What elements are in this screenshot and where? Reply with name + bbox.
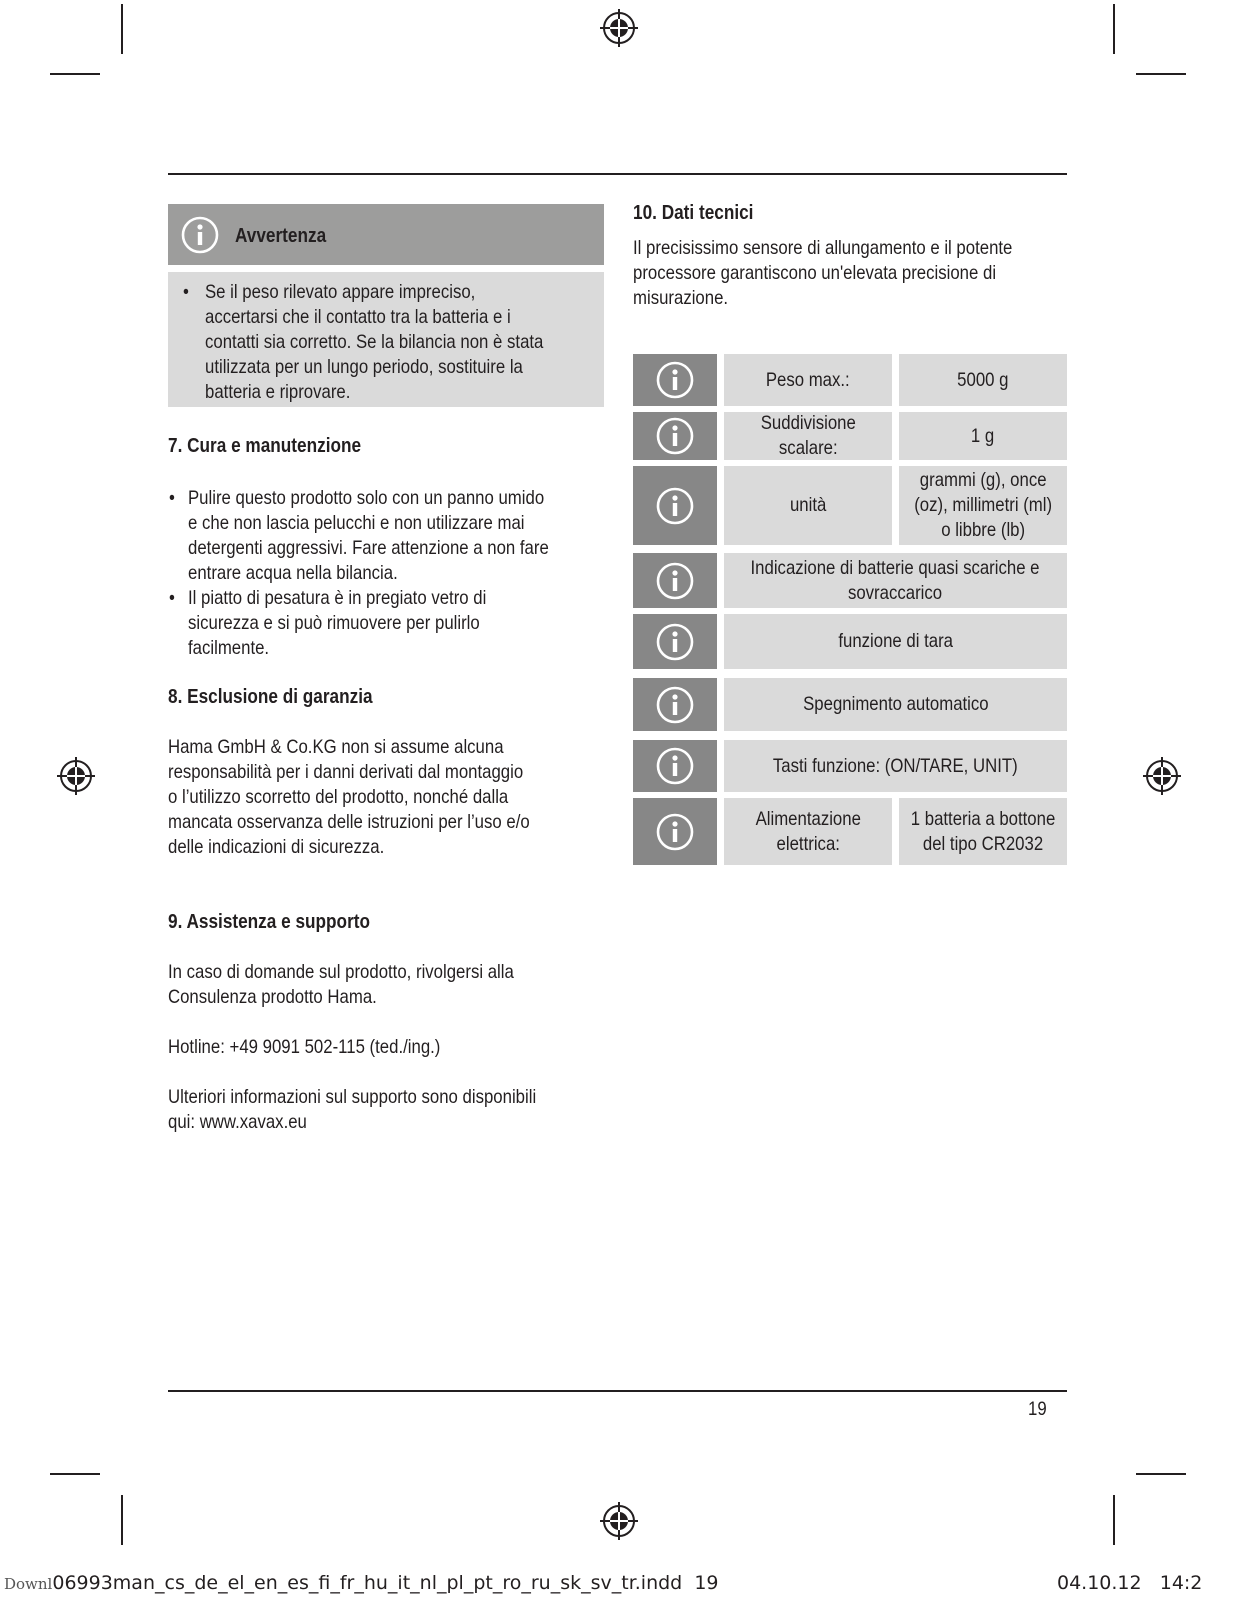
info-icon [656, 361, 694, 399]
crop-mark [50, 1473, 100, 1475]
table-cell-text: sovraccarico [848, 581, 943, 604]
table-cell-text: Alimentazione [755, 807, 861, 830]
footer-date: 04.10.12 14:2 [1057, 1572, 1203, 1594]
paragraph-line: qui: www.xavax.eu [168, 1111, 307, 1133]
table-cell-text: elettrica: [776, 832, 840, 855]
list-item-line: entrare acqua nella bilancia. [188, 562, 398, 584]
registration-mark-icon [1142, 756, 1182, 796]
section-heading: 8. Esclusione di garanzia [168, 686, 373, 708]
bullet-dot: • [169, 487, 175, 509]
hotline-text: Hotline: +49 9091 502-115 (ted./ing.) [168, 1036, 441, 1058]
paragraph-line: Il precisissimo sensore di allungamento e il potente [633, 237, 1013, 259]
footer-rule [168, 1390, 1067, 1392]
table-row-icon-cell [633, 553, 717, 608]
table-cell-text: funzione di tara [838, 630, 953, 652]
table-full-cell [724, 678, 1067, 731]
paragraph-line: responsabilità per i danni derivati dal montaggio [168, 761, 524, 783]
registration-mark-icon [599, 1501, 639, 1541]
table-row-icon-cell [633, 798, 717, 865]
crop-mark [1113, 1495, 1115, 1545]
list-item-line: Il piatto di pesatura è in pregiato vetro di [188, 587, 487, 609]
page-number: 19 [1028, 1398, 1047, 1420]
table-row-icon-cell [633, 354, 717, 406]
paragraph-line: Consulenza prodotto Hama. [168, 986, 377, 1008]
table-cell-text: (oz), millimetri (ml) [914, 494, 1052, 516]
table-cell-text: Indicazione di batterie quasi scariche e [750, 556, 1040, 579]
table-cell-text: unità [789, 494, 827, 516]
info-icon [656, 813, 694, 851]
header-rule [168, 173, 1067, 175]
paragraph-line: Ulteriori informazioni sul supporto sono disponibili [168, 1086, 537, 1108]
warning-body [168, 272, 604, 407]
table-full-cell [724, 614, 1067, 669]
paragraph-line: delle indicazioni di sicurezza. [168, 836, 385, 858]
bullet-dot: • [183, 281, 189, 303]
table-cell-text: del tipo CR2032 [922, 832, 1044, 855]
bullet-dot: • [169, 587, 175, 609]
registration-mark-icon [56, 756, 96, 796]
crop-mark [121, 4, 123, 54]
table-cell-text: scalare: [778, 437, 838, 459]
info-icon [656, 417, 694, 455]
list-item-line: Pulire questo prodotto solo con un panno umido [188, 487, 545, 509]
table-value-cell [899, 412, 1067, 460]
table-label-cell [724, 354, 892, 406]
section-heading: 10. Dati tecnici [633, 202, 754, 224]
table-cell-text: Tasti funzione: (ON/TARE, UNIT) [773, 754, 1018, 777]
info-icon [656, 487, 694, 525]
crop-mark [121, 1495, 123, 1545]
table-cell-text: o libbre (lb) [941, 519, 1025, 541]
info-icon [656, 562, 694, 600]
warning-line: utilizzata per un lungo periodo, sostituire la [205, 356, 523, 378]
paragraph-line: Hama GmbH & Co.KG non si assume alcuna [168, 736, 504, 758]
warning-line: contatti sia corretto. Se la bilancia non è stata [205, 331, 544, 353]
table-label-cell [724, 466, 892, 545]
warning-header [168, 204, 604, 265]
table-label-cell [724, 412, 892, 460]
warning-title: Avvertenza [235, 225, 327, 247]
info-icon [656, 686, 694, 724]
list-item-line: detergenti aggressivi. Fare attenzione a non fare [188, 537, 549, 559]
crop-mark [1113, 4, 1115, 54]
registration-mark-icon [599, 8, 639, 48]
table-full-cell [724, 553, 1067, 608]
table-label-cell [724, 798, 892, 865]
info-icon [181, 216, 219, 254]
table-cell-text: Spegnimento automatico [802, 693, 989, 715]
table-cell-text: 5000 g [957, 368, 1009, 391]
info-icon [656, 623, 694, 661]
table-value-cell [899, 466, 1067, 545]
table-cell-text: Suddivisione [760, 412, 856, 434]
warning-line: batteria e riprovare. [205, 381, 351, 403]
footer-prefix: Downl [4, 1575, 53, 1593]
warning-line: Se il peso rilevato appare impreciso, [205, 281, 476, 303]
table-cell-text: 1 batteria a bottone [910, 807, 1056, 830]
table-row-icon-cell [633, 466, 717, 545]
table-cell-text: 1 g [971, 424, 995, 447]
table-row-icon-cell [633, 412, 717, 460]
footer-filename: 06993man_cs_de_el_en_es_fi_fr_hu_it_nl_pl_pt_ro_ru_sk_sv_tr.indd [52, 1572, 683, 1594]
list-item-line: sicurezza e si può rimuovere per pulirlo [188, 612, 480, 634]
paragraph-line: mancata osservanza delle istruzioni per l’uso e/o [168, 811, 530, 833]
info-icon [656, 747, 694, 785]
footer-file-info [4, 1572, 719, 1594]
paragraph-line: o l’utilizzo scorretto del prodotto, nonché dalla [168, 786, 509, 808]
table-cell-text: grammi (g), once [919, 469, 1047, 491]
table-cell-text: Peso max.: [766, 368, 850, 391]
table-value-cell [899, 798, 1067, 865]
section-heading: 9. Assistenza e supporto [168, 911, 370, 933]
crop-mark [50, 73, 100, 75]
paragraph-line: In caso di domande sul prodotto, rivolgersi alla [168, 961, 514, 983]
footer-page: 19 [694, 1572, 719, 1594]
crop-mark [1136, 73, 1186, 75]
list-item-line: e che non lascia pelucchi e non utilizzare mai [188, 512, 525, 534]
paragraph-line: processore garantiscono un'elevata precisione di [633, 262, 997, 284]
crop-mark [1136, 1473, 1186, 1475]
section-heading: 7. Cura e manutenzione [168, 435, 362, 457]
paragraph-line: misurazione. [633, 287, 729, 309]
list-item-line: facilmente. [188, 637, 270, 659]
table-full-cell [724, 740, 1067, 792]
table-row-icon-cell [633, 678, 717, 731]
table-row-icon-cell [633, 614, 717, 669]
table-value-cell [899, 354, 1067, 406]
table-row-icon-cell [633, 740, 717, 792]
warning-line: accertarsi che il contatto tra la batteria e i [205, 306, 511, 328]
